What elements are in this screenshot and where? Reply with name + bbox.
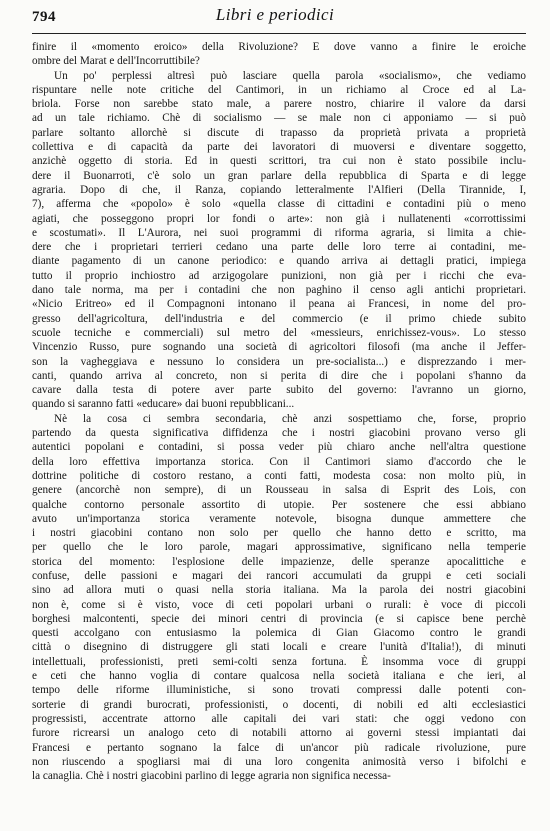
text-line: Vincenzio Russo, pure sognando una società di agricoltori filosofi (ma anche il Jeffer- (32, 341, 526, 354)
text-line: finire il «momento eroico» della Rivoluzione? E dove vanno a finire le eroiche (32, 41, 526, 53)
text-line: cavare dalla testa di potere aver parte subito del governo: l'avranno un giorno, (32, 384, 526, 397)
text-line: 7), afferma che «popolo» è solo «quella classe di cittadini e contadini più o meno (32, 198, 526, 211)
text-line: per quello che le loro parole, magari approssimative, significano nella temperie (32, 541, 526, 554)
text-line: partendo da questa significativa diffidenza che i nostri giacobini provano verso gli (32, 427, 526, 440)
text-line: sino ad allora muti o quasi nella storia italiana. Ma la parola dei nostri giacobini (32, 584, 526, 597)
text-line: non riuscendo a spogliarsi mai di una loro congenita animosità verso i bifolchi e (32, 755, 526, 768)
text-line: e scostumati». Il L'Aurora, nei suoi programmi di riforma agraria, si limita a chie- (32, 226, 526, 239)
text-line: dano tale norma, ma per i contadini che non paghino il censo agli antichi proprietari. (32, 284, 526, 297)
text-line: Nè la cosa ci sembra secondaria, chè anzi sospettiamo che, forse, proprio (54, 412, 526, 425)
text-line: intellettuali, professionisti, preti semi-colti senza fortuna. È insomma voce di gruppi (32, 655, 526, 668)
running-title: Libri e periodici (215, 5, 335, 24)
text-line: i nostri giacobini contano non solo per quello che hanno detto e scritto, ma (32, 527, 526, 540)
text-line: canti, quando arriva al concreto, non si perita di dire che i popolani s'hanno da (32, 369, 526, 382)
text-line: ad un tale richiamo. Chè di socialismo — se male non ci apponiamo — si può (32, 112, 526, 125)
text-line: dottrine politiche di costoro restano, a conti fatti, modesta cosa: non molto più, in (32, 469, 526, 482)
text-line: dere il Buonarroti, c'è solo un gran parlare della repubblica di Sparta e di legge (32, 169, 526, 182)
text-line: furore ricrearsi un analogo ceto di notabili attorno ai governi stessi impiantati dai (32, 727, 526, 740)
text-line: son la vagheggiava e nessuno lo considera un pre-socialista...) e disprezzando i mer- (32, 355, 526, 368)
text-line: Francesi e pertanto sognano la falce di un'ancor più radicale rivoluzione, pure (32, 741, 526, 754)
text-line: tutto il proprio inchiostro ad arzigogolare punizioni, non già per i ricchi che eva- (32, 269, 526, 282)
text-line: la canaglia. Chè i nostri giacobini parlino di legge agraria non significa necessa- (32, 770, 391, 783)
page-body (32, 40, 526, 783)
text-line: tempo delle riforme illuministiche, si sono trovati compressi dalle potenti con- (32, 684, 526, 697)
text-line: quando si saranno fatti «educare» dai buoni repubblicani... (32, 398, 295, 411)
text-line: briola. Forse non sarebbe stato male, a parere nostro, chiarire il valore da darsi (32, 98, 526, 111)
text-line: città o disegnino di distruggere gli stati locali e creare l'unità d'Italia!), di minuti (32, 641, 526, 654)
text-line: collettiva e di capacità da parte dei lavoratori di muoversi e diventare soggetto, (32, 141, 526, 154)
text-line: ombre del Marat e dell'Incorruttibile? (32, 55, 200, 68)
text-line: borghesi malcontenti, specie dei minori centri di provincia (e si capisce bene perchè (32, 612, 526, 625)
text-line: agraria. Dopo di che, il Ranza, copiando letteralmente l'Alfieri (Della Tirannide, I, (32, 183, 526, 196)
text-line: non è, come si è visto, voce di ceti popolari urbani o rurali: è voce di piccoli (32, 598, 526, 611)
text-line: «Nicio Eritreo» ed il Compagnoni intonano il peana ai Francesi, in nome del pro- (32, 298, 526, 311)
text-line: diante pagamento di un canone periodico: e quando arriva ai dettagli pratici, impiega (32, 255, 526, 268)
text-line: confuse, delle passioni e magari dei rancori accumulati da gruppi e ceti sociali (32, 569, 526, 582)
header-rule (32, 33, 526, 34)
page-header (0, 0, 550, 40)
text-line: avuto un'importanza storica veramente notevole, bisogna dunque ammettere che (32, 512, 526, 525)
text-line: Un po' perplessi altresì può lasciare quella parola «socialismo», che vediamo (54, 69, 526, 82)
text-line: parlare soltanto allorchè si discute di trapasso da proprietà privata a proprietà (32, 126, 526, 139)
text-line: gresso dell'agricoltura, dell'industria e del commercio (e il primo chiede subito (32, 312, 526, 325)
text-line: questi accolgano con entusiasmo la polemica di Gian Giacomo contro le grandi (32, 627, 526, 640)
text-line: rispuntare nelle note critiche del Cantimori, in un richiamo al Croce ed al La- (32, 83, 526, 96)
text-line: genere (ancorchè non sempre), di un Rousseau in salsa di Esprit des Lois, con (32, 484, 526, 497)
text-line: storica del momento: l'esplosione delle impazienze, delle speranze apocalittiche e (32, 555, 526, 568)
text-line: autentici popolani e contadini, si possa veder più chiaro anche nell'altra questione (32, 441, 526, 454)
page-number: 794 (32, 9, 56, 25)
text-line: dere che i proprietari terrieri cedano una parte delle loro terre ai contadini, me- (32, 241, 526, 254)
text-line: agiati, che posseggono propri lor fondi o arte»: non già i nullatenenti «corrottissimi (32, 212, 526, 225)
text-line: e ceti che hanno voglia di contare qualcosa nella società italiana e che ieri, al (32, 670, 526, 683)
text-line: qualche contorno personale assortito di utopie. Per sostenere che essi abbiano (32, 498, 526, 511)
text-line: della loro effettiva importanza storica. Con il Cantimori siamo d'accordo che le (32, 455, 526, 468)
text-line: scuole tecniche e commerciali) sul metro del «messieurs, enrichissez-vous». Lo stesso (32, 326, 526, 339)
text-line: sorterie di grandi burocrati, professionisti, o docenti, di nobili ed alti ecclesiastici (32, 698, 526, 711)
text-line: progressisti, accentrate attorno alle capitali dei vari stati: che oggi vedono con (32, 712, 526, 725)
text-line: anzichè oggetto di storia. Ed in questi scrittori, tra cui non è stato possibile inclu- (32, 155, 526, 168)
